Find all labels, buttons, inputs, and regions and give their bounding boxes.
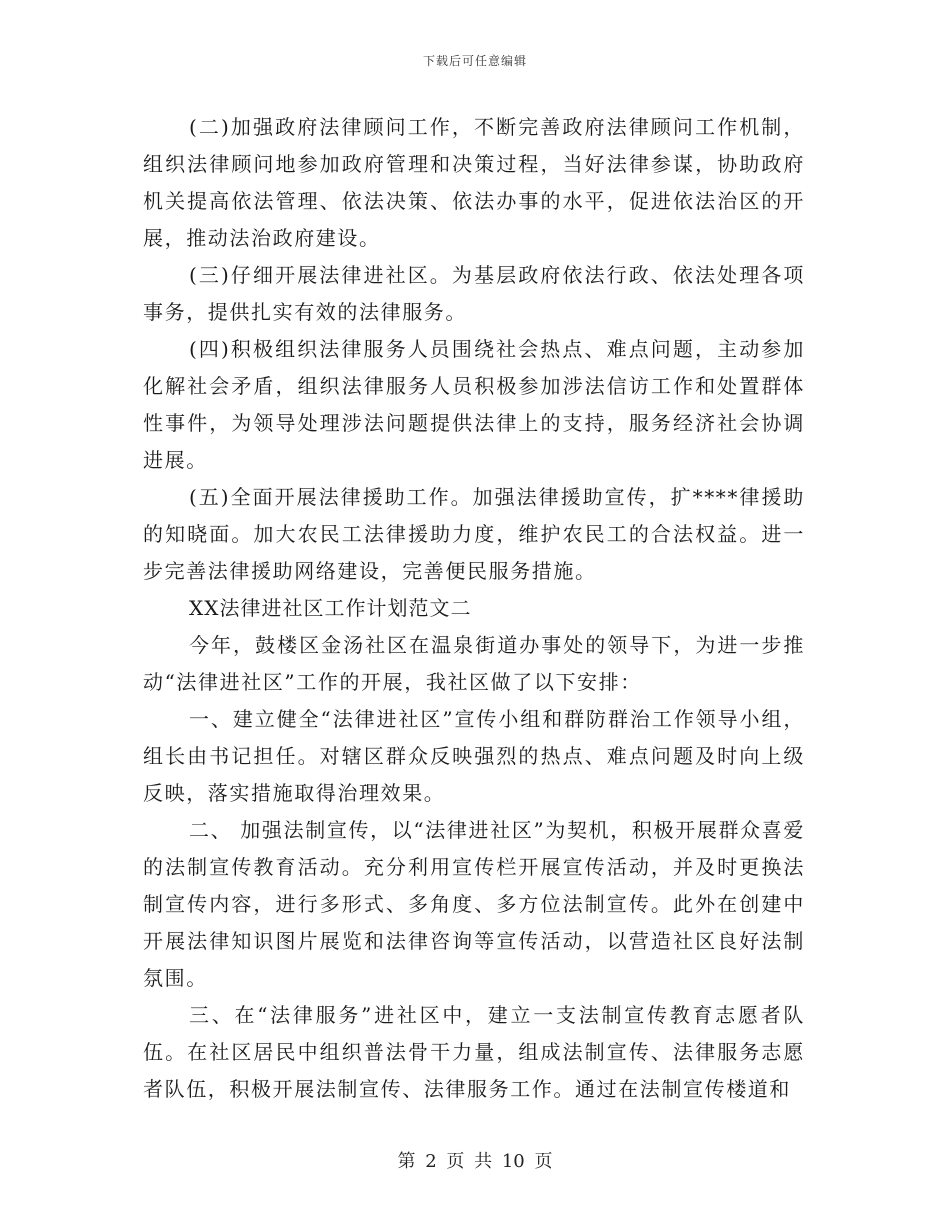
paragraph-section-2: (二)加强政府法律顾问工作，不断完善政府法律顾问工作机制，组织法律顾问地参加政府管理和决策过程，当好法律参谋，协助政府机关提高依法管理、依法决策、依法办事的水平，促进依法治区的开展，推动法治政府建设。 bbox=[143, 115, 805, 250]
page-header: 下载后可任意编辑 bbox=[422, 54, 527, 68]
paragraph-item-2: 二、 加强法制宣传，以“法律进社区”为契机，积极开展群众喜爱的法制宣传教育活动。充分利用宣传栏开展宣传活动，并及时更换法制宣传内容，进行多形式、多角度、多方位法制宣传。此外在创建中开展法律知识图片展览和法律咨询等宣传活动，以营造社区良好法制氛围。 bbox=[143, 818, 805, 990]
page-number: 第 2 页 共 10 页 bbox=[397, 1151, 553, 1172]
paragraph-section-3: (三)仔细开展法律进社区。为基层政府依法行政、依法处理各项事务，提供扎实有效的法律服务。 bbox=[143, 263, 805, 324]
document-body bbox=[143, 109, 805, 1108]
paragraph-intro: 今年，鼓楼区金汤社区在温泉街道办事处的领导下，为进一步推动“法律进社区”工作的开展，我社区做了以下安排： bbox=[143, 633, 805, 694]
section-heading: XX法律进社区工作计划范文二 bbox=[189, 596, 472, 620]
paragraph-section-5: (五)全面开展法律援助工作。加强法律援助宣传，扩****律援助的知晓面。加大农民工法律援助力度，维护农民工的合法权益。进一步完善法律援助网络建设，完善便民服务措施。 bbox=[143, 485, 805, 583]
paragraph-item-3: 三、在“法律服务”进社区中，建立一支法制宣传教育志愿者队伍。在社区居民中组织普法骨干力量，组成法制宣传、法律服务志愿者队伍，积极开展法制宣传、法律服务工作。通过在法制宣传楼道和 bbox=[143, 1003, 805, 1101]
paragraph-item-1: 一、建立健全“法律进社区”宣传小组和群防群治工作领导小组，组长由书记担任。对辖区群众反映强烈的热点、难点问题及时向上级反映，落实措施取得治理效果。 bbox=[143, 707, 805, 805]
paragraph-section-4: (四)积极组织法律服务人员围绕社会热点、难点问题，主动参加化解社会矛盾，组织法律服务人员积极参加涉法信访工作和处置群体性事件，为领导处理涉法问题提供法律上的支持，服务经济社会协调进展。 bbox=[143, 337, 805, 472]
